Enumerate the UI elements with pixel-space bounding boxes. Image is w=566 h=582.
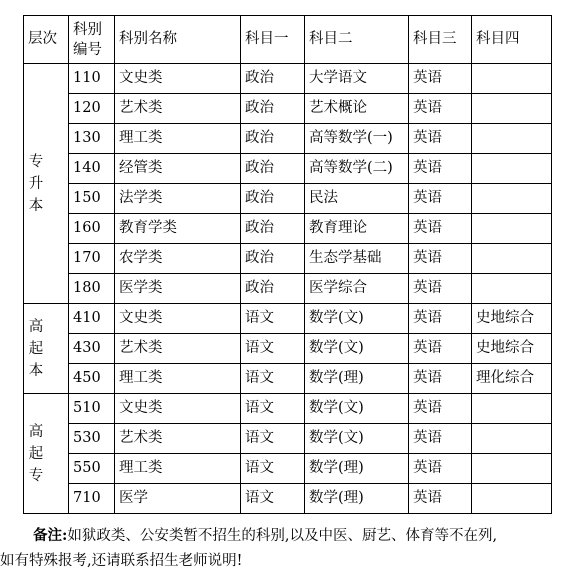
- subject-4-cell: [472, 214, 552, 244]
- subject-1-cell: 政治: [241, 64, 305, 94]
- subject-4-cell: [472, 154, 552, 184]
- subject-2-cell: 数学(文): [305, 334, 409, 364]
- note-text-1: 如狱政类、公安类暂不招生的科别,以及中医、厨艺、体育等不在列,: [67, 528, 498, 544]
- subject-1-cell: 政治: [241, 214, 305, 244]
- code-cell: 450: [69, 364, 115, 394]
- header-subject-2: 科目二: [305, 16, 409, 64]
- code-cell: 140: [69, 154, 115, 184]
- subject-1-cell: 语文: [241, 454, 305, 484]
- table-body: [24, 64, 552, 514]
- subject-4-cell: [472, 484, 552, 514]
- table-row: [24, 424, 552, 454]
- header-level: 层次: [24, 16, 69, 64]
- subject-2-cell: 艺术概论: [305, 94, 409, 124]
- subject-4-cell: [472, 244, 552, 274]
- subject-2-cell: 医学综合: [305, 274, 409, 304]
- subject-2-cell: 高等数学(一): [305, 124, 409, 154]
- table-row: [24, 124, 552, 154]
- table-row: [24, 364, 552, 394]
- category-cell: 理工类: [115, 364, 241, 394]
- subject-1-cell: 政治: [241, 184, 305, 214]
- subject-3-cell: 英语: [409, 94, 472, 124]
- code-cell: 150: [69, 184, 115, 214]
- subject-2-cell: 生态学基础: [305, 244, 409, 274]
- subject-1-cell: 语文: [241, 394, 305, 424]
- subject-1-cell: 政治: [241, 94, 305, 124]
- table-row: [24, 154, 552, 184]
- subject-1-cell: 政治: [241, 244, 305, 274]
- note-line-2: 如有特殊报考,还请联系招生老师说明!: [0, 553, 243, 569]
- subject-3-cell: 英语: [409, 214, 472, 244]
- category-cell: 理工类: [115, 124, 241, 154]
- subject-3-cell: 英语: [409, 244, 472, 274]
- subject-1-cell: 政治: [241, 154, 305, 184]
- code-cell: 170: [69, 244, 115, 274]
- table-row: [24, 94, 552, 124]
- table-row: [24, 214, 552, 244]
- subject-4-cell: [472, 184, 552, 214]
- table-row: [24, 304, 552, 334]
- subject-1-cell: 政治: [241, 274, 305, 304]
- code-cell: 710: [69, 484, 115, 514]
- subject-3-cell: 英语: [409, 154, 472, 184]
- subject-2-cell: 数学(理): [305, 454, 409, 484]
- category-cell: 文史类: [115, 64, 241, 94]
- subject-4-cell: [472, 454, 552, 484]
- category-cell: 艺术类: [115, 334, 241, 364]
- category-cell: 医学: [115, 484, 241, 514]
- exam-subject-table: [23, 15, 552, 514]
- subject-3-cell: 英语: [409, 484, 472, 514]
- subject-2-cell: 教育理论: [305, 214, 409, 244]
- header-code: [69, 16, 115, 64]
- code-cell: 160: [69, 214, 115, 244]
- category-cell: 法学类: [115, 184, 241, 214]
- header-name: 科别名称: [115, 16, 241, 64]
- table-row: [24, 244, 552, 274]
- table-row: [24, 184, 552, 214]
- code-cell: 130: [69, 124, 115, 154]
- level-label: 高起本: [28, 318, 44, 379]
- subject-2-cell: 民法: [305, 184, 409, 214]
- subject-4-cell: [472, 94, 552, 124]
- subject-4-cell: [472, 274, 552, 304]
- category-cell: 文史类: [115, 304, 241, 334]
- subject-1-cell: 语文: [241, 484, 305, 514]
- category-cell: 医学类: [115, 274, 241, 304]
- subject-3-cell: 英语: [409, 334, 472, 364]
- code-cell: 550: [69, 454, 115, 484]
- table-row: [24, 484, 552, 514]
- table-header-row: [24, 16, 552, 64]
- subject-2-cell: 数学(理): [305, 484, 409, 514]
- subject-1-cell: 语文: [241, 304, 305, 334]
- header-subject-4: 科目四: [472, 16, 552, 64]
- subject-1-cell: 语文: [241, 364, 305, 394]
- subject-2-cell: 数学(文): [305, 424, 409, 454]
- level-label: 专升本: [28, 153, 44, 214]
- subject-1-cell: 语文: [241, 334, 305, 364]
- code-cell: 110: [69, 64, 115, 94]
- note: [0, 523, 566, 574]
- subject-3-cell: 英语: [409, 364, 472, 394]
- subject-1-cell: 政治: [241, 124, 305, 154]
- level-cell: [24, 394, 69, 514]
- subject-3-cell: 英语: [409, 274, 472, 304]
- category-cell: 农学类: [115, 244, 241, 274]
- subject-4-cell: [472, 424, 552, 454]
- table-row: [24, 274, 552, 304]
- subject-4-cell: [472, 124, 552, 154]
- subject-2-cell: 大学语文: [305, 64, 409, 94]
- code-cell: 530: [69, 424, 115, 454]
- category-cell: 经管类: [115, 154, 241, 184]
- subject-3-cell: 英语: [409, 394, 472, 424]
- level-cell: [24, 304, 69, 394]
- subject-1-cell: 语文: [241, 424, 305, 454]
- note-label: 备注:: [33, 527, 68, 544]
- note-line-1: [0, 523, 566, 549]
- level-label: 高起专: [28, 423, 44, 484]
- level-cell: [24, 64, 69, 304]
- subject-3-cell: 英语: [409, 424, 472, 454]
- subject-4-cell: 史地综合: [472, 304, 552, 334]
- code-cell: 430: [69, 334, 115, 364]
- table-row: [24, 64, 552, 94]
- subject-2-cell: 数学(文): [305, 304, 409, 334]
- category-cell: 教育学类: [115, 214, 241, 244]
- code-cell: 120: [69, 94, 115, 124]
- subject-4-cell: [472, 394, 552, 424]
- subject-4-cell: 史地综合: [472, 334, 552, 364]
- subject-4-cell: [472, 64, 552, 94]
- subject-3-cell: 英语: [409, 64, 472, 94]
- code-cell: 180: [69, 274, 115, 304]
- subject-2-cell: 数学(文): [305, 394, 409, 424]
- subject-2-cell: 高等数学(二): [305, 154, 409, 184]
- category-cell: 文史类: [115, 394, 241, 424]
- subject-4-cell: 理化综合: [472, 364, 552, 394]
- subject-3-cell: 英语: [409, 184, 472, 214]
- header-subject-1: 科目一: [241, 16, 305, 64]
- code-cell: 510: [69, 394, 115, 424]
- header-subject-3: 科目三: [409, 16, 472, 64]
- code-cell: 410: [69, 304, 115, 334]
- table-row: [24, 394, 552, 424]
- table-row: [24, 454, 552, 484]
- category-cell: 理工类: [115, 454, 241, 484]
- category-cell: 艺术类: [115, 424, 241, 454]
- subject-3-cell: 英语: [409, 124, 472, 154]
- subject-3-cell: 英语: [409, 454, 472, 484]
- header-code-text: 科别编号: [73, 21, 102, 58]
- category-cell: 艺术类: [115, 94, 241, 124]
- table-row: [24, 334, 552, 364]
- subject-3-cell: 英语: [409, 304, 472, 334]
- subject-2-cell: 数学(理): [305, 364, 409, 394]
